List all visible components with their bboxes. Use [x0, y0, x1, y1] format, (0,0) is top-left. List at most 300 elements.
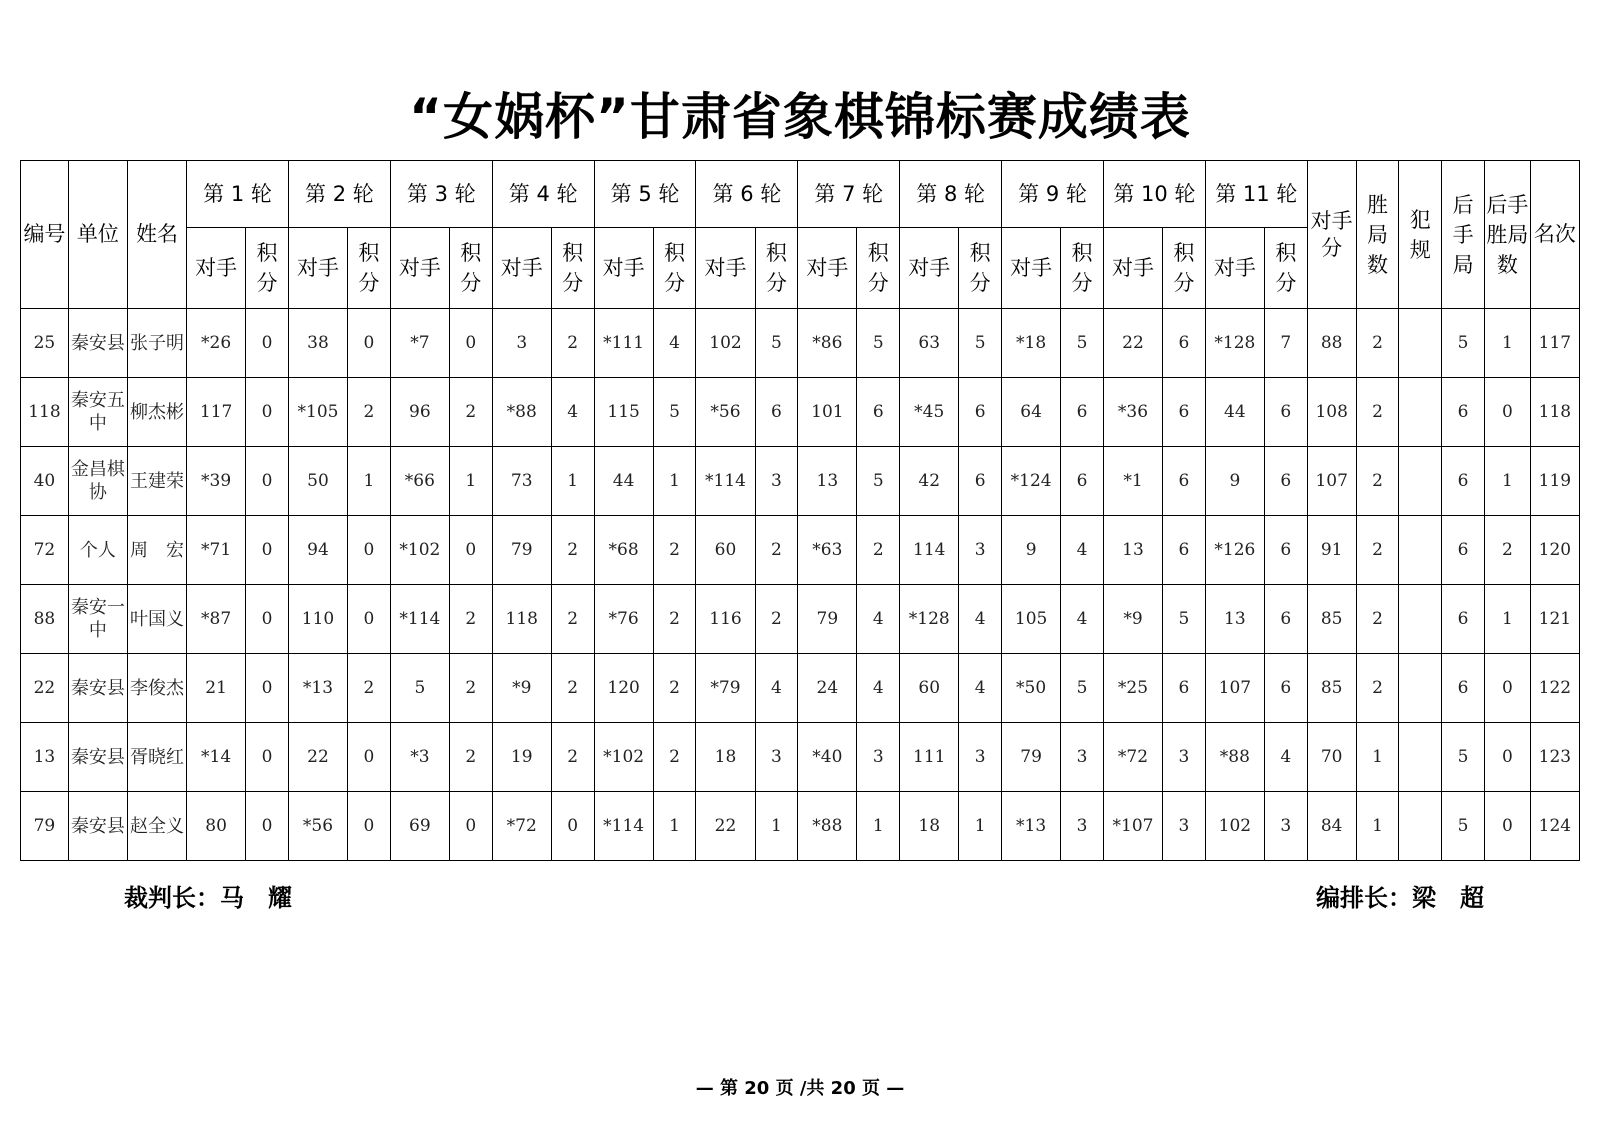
cell-opponent: 96: [390, 378, 449, 447]
cell-opponent: *88: [492, 378, 551, 447]
header-opponent: 对手: [1002, 228, 1061, 309]
header-opponent: 对手: [1103, 228, 1162, 309]
cell-opponent: *76: [594, 585, 653, 654]
cell-opponent: 19: [492, 723, 551, 792]
cell-second-wins: 2: [1484, 516, 1530, 585]
cell-score: 0: [348, 585, 391, 654]
cell-opp-score: 91: [1307, 516, 1356, 585]
cell-opponent: 64: [1002, 378, 1061, 447]
cell-opponent: 42: [900, 447, 959, 516]
cell-opponent: 9: [1205, 447, 1264, 516]
cell-fouls: [1399, 309, 1442, 378]
cell-second-moves: 5: [1442, 723, 1485, 792]
header-second-wins: 后手胜局数: [1484, 161, 1530, 309]
cell-score: 6: [959, 378, 1002, 447]
header-score: 积分: [1264, 228, 1307, 309]
cell-opponent: *114: [594, 792, 653, 861]
cell-opponent: 105: [1002, 585, 1061, 654]
header-round-3: 第 3 轮: [390, 161, 492, 228]
cell-score: 4: [1061, 516, 1104, 585]
header-score: 积分: [1061, 228, 1104, 309]
cell-opponent: 120: [594, 654, 653, 723]
cell-rank: 121: [1530, 585, 1579, 654]
chief-arbiter: 编排长：梁 超: [1316, 884, 1484, 912]
cell-rank: 117: [1530, 309, 1579, 378]
table-row: [21, 792, 1580, 861]
header-second-moves: 后手局: [1442, 161, 1485, 309]
cell-score: 2: [348, 654, 391, 723]
header-opponent: 对手: [594, 228, 653, 309]
header-round-6: 第 6 轮: [696, 161, 798, 228]
cell-opponent: *79: [696, 654, 755, 723]
cell-unit: 秦安县: [68, 792, 127, 861]
cell-score: 5: [755, 309, 798, 378]
cell-opponent: *9: [1103, 585, 1162, 654]
cell-opponent: 44: [594, 447, 653, 516]
cell-name: 柳杰彬: [127, 378, 186, 447]
cell-opponent: *9: [492, 654, 551, 723]
cell-fouls: [1399, 378, 1442, 447]
cell-unit: 个人: [68, 516, 127, 585]
cell-opponent: *14: [187, 723, 246, 792]
header-opponent: 对手: [696, 228, 755, 309]
header-round-8: 第 8 轮: [900, 161, 1002, 228]
cell-opponent: 110: [288, 585, 347, 654]
cell-opponent: 5: [390, 654, 449, 723]
cell-second-wins: 1: [1484, 585, 1530, 654]
cell-unit: 秦安县: [68, 309, 127, 378]
cell-opponent: 44: [1205, 378, 1264, 447]
cell-score: 6: [959, 447, 1002, 516]
cell-fouls: [1399, 792, 1442, 861]
header-round-4: 第 4 轮: [492, 161, 594, 228]
cell-score: 2: [449, 378, 492, 447]
cell-second-moves: 6: [1442, 654, 1485, 723]
cell-opponent: 116: [696, 585, 755, 654]
cell-opp-score: 88: [1307, 309, 1356, 378]
cell-number: 40: [21, 447, 69, 516]
cell-score: 4: [857, 654, 900, 723]
cell-rank: 124: [1530, 792, 1579, 861]
cell-score: 6: [1264, 516, 1307, 585]
cell-name: 赵全义: [127, 792, 186, 861]
header-wins: 胜局数: [1356, 161, 1399, 309]
header-opponent: 对手: [187, 228, 246, 309]
cell-score: 0: [348, 516, 391, 585]
cell-score: 4: [857, 585, 900, 654]
cell-score: 0: [246, 378, 289, 447]
cell-opponent: *114: [696, 447, 755, 516]
cell-second-moves: 6: [1442, 585, 1485, 654]
cell-wins: 2: [1356, 516, 1399, 585]
header-round-10: 第 10 轮: [1103, 161, 1205, 228]
cell-number: 13: [21, 723, 69, 792]
cell-score: 3: [1163, 723, 1206, 792]
cell-number: 118: [21, 378, 69, 447]
cell-opponent: 13: [1103, 516, 1162, 585]
cell-rank: 120: [1530, 516, 1579, 585]
cell-score: 6: [1264, 447, 1307, 516]
cell-second-wins: 1: [1484, 309, 1530, 378]
cell-opponent: 102: [696, 309, 755, 378]
cell-second-wins: 0: [1484, 378, 1530, 447]
cell-opponent: *40: [798, 723, 857, 792]
cell-score: 2: [449, 585, 492, 654]
header-name: 姓名: [127, 161, 186, 309]
cell-unit: 金昌棋协: [68, 447, 127, 516]
cell-score: 2: [551, 654, 594, 723]
cell-score: 5: [1061, 309, 1104, 378]
cell-opponent: *124: [1002, 447, 1061, 516]
cell-score: 2: [449, 654, 492, 723]
cell-rank: 123: [1530, 723, 1579, 792]
cell-number: 79: [21, 792, 69, 861]
cell-score: 4: [653, 309, 696, 378]
cell-score: 0: [246, 654, 289, 723]
cell-opponent: *63: [798, 516, 857, 585]
cell-opponent: 94: [288, 516, 347, 585]
cell-opponent: *45: [900, 378, 959, 447]
table-row: [21, 447, 1580, 516]
cell-opponent: *50: [1002, 654, 1061, 723]
cell-opponent: 79: [492, 516, 551, 585]
table-row: [21, 723, 1580, 792]
cell-rank: 122: [1530, 654, 1579, 723]
cell-score: 3: [755, 447, 798, 516]
cell-score: 7: [1264, 309, 1307, 378]
cell-opp-score: 108: [1307, 378, 1356, 447]
cell-second-wins: 0: [1484, 792, 1530, 861]
cell-score: 2: [551, 723, 594, 792]
cell-opponent: 22: [288, 723, 347, 792]
cell-score: 5: [857, 309, 900, 378]
cell-opponent: *18: [1002, 309, 1061, 378]
header-score: 积分: [755, 228, 798, 309]
header-score: 积分: [653, 228, 696, 309]
cell-score: 0: [449, 516, 492, 585]
header-round-9: 第 9 轮: [1002, 161, 1104, 228]
cell-unit: 秦安县: [68, 723, 127, 792]
cell-score: 6: [1163, 447, 1206, 516]
cell-opponent: *72: [492, 792, 551, 861]
cell-second-wins: 0: [1484, 723, 1530, 792]
cell-name: 叶国义: [127, 585, 186, 654]
cell-fouls: [1399, 447, 1442, 516]
cell-opponent: *86: [798, 309, 857, 378]
cell-opponent: 115: [594, 378, 653, 447]
cell-wins: 2: [1356, 654, 1399, 723]
page-title: “女娲杯”甘肃省象棋锦标赛成绩表: [409, 88, 1191, 146]
cell-score: 5: [1163, 585, 1206, 654]
cell-score: 2: [348, 378, 391, 447]
cell-opponent: 63: [900, 309, 959, 378]
cell-score: 0: [348, 723, 391, 792]
cell-second-moves: 6: [1442, 378, 1485, 447]
cell-rank: 118: [1530, 378, 1579, 447]
cell-opponent: *128: [1205, 309, 1264, 378]
cell-opponent: *114: [390, 585, 449, 654]
cell-fouls: [1399, 585, 1442, 654]
cell-score: 0: [449, 309, 492, 378]
header-score: 积分: [348, 228, 391, 309]
cell-opponent: *25: [1103, 654, 1162, 723]
cell-score: 2: [551, 585, 594, 654]
header-opponent: 对手: [288, 228, 347, 309]
cell-second-moves: 5: [1442, 792, 1485, 861]
header-rank: 名次: [1530, 161, 1579, 309]
cell-opponent: 107: [1205, 654, 1264, 723]
header-opp-score: 对手分: [1307, 161, 1356, 309]
cell-opponent: *72: [1103, 723, 1162, 792]
header-score: 积分: [1163, 228, 1206, 309]
cell-score: 6: [857, 378, 900, 447]
cell-score: 4: [551, 378, 594, 447]
cell-score: 2: [653, 585, 696, 654]
cell-score: 6: [1061, 447, 1104, 516]
cell-second-wins: 1: [1484, 447, 1530, 516]
cell-opponent: 79: [1002, 723, 1061, 792]
header-score: 积分: [246, 228, 289, 309]
header-score: 积分: [959, 228, 1002, 309]
cell-opponent: *26: [187, 309, 246, 378]
cell-wins: 1: [1356, 723, 1399, 792]
cell-second-moves: 5: [1442, 309, 1485, 378]
cell-score: 5: [857, 447, 900, 516]
header-score: 积分: [449, 228, 492, 309]
cell-opponent: 21: [187, 654, 246, 723]
cell-opponent: *102: [594, 723, 653, 792]
header-round-1: 第 1 轮: [187, 161, 289, 228]
cell-score: 1: [348, 447, 391, 516]
cell-number: 22: [21, 654, 69, 723]
cell-score: 3: [1163, 792, 1206, 861]
table-row: [21, 309, 1580, 378]
cell-opp-score: 84: [1307, 792, 1356, 861]
cell-opponent: *13: [1002, 792, 1061, 861]
cell-opp-score: 107: [1307, 447, 1356, 516]
cell-opponent: 50: [288, 447, 347, 516]
cell-opponent: 24: [798, 654, 857, 723]
cell-opponent: 60: [696, 516, 755, 585]
cell-opponent: 73: [492, 447, 551, 516]
cell-fouls: [1399, 723, 1442, 792]
cell-score: 4: [755, 654, 798, 723]
cell-number: 88: [21, 585, 69, 654]
cell-opponent: *56: [288, 792, 347, 861]
cell-opp-score: 85: [1307, 654, 1356, 723]
cell-opponent: 3: [492, 309, 551, 378]
cell-number: 72: [21, 516, 69, 585]
cell-score: 4: [1264, 723, 1307, 792]
cell-opponent: 69: [390, 792, 449, 861]
cell-opponent: *87: [187, 585, 246, 654]
header-round-2: 第 2 轮: [288, 161, 390, 228]
cell-score: 2: [551, 309, 594, 378]
cell-score: 6: [1264, 585, 1307, 654]
header-opponent: 对手: [900, 228, 959, 309]
cell-score: 0: [348, 309, 391, 378]
cell-wins: 2: [1356, 309, 1399, 378]
cell-opponent: *7: [390, 309, 449, 378]
cell-score: 2: [755, 585, 798, 654]
cell-opponent: 101: [798, 378, 857, 447]
cell-opponent: 9: [1002, 516, 1061, 585]
cell-fouls: [1399, 516, 1442, 585]
cell-opp-score: 85: [1307, 585, 1356, 654]
cell-opponent: 18: [696, 723, 755, 792]
cell-opp-score: 70: [1307, 723, 1356, 792]
cell-score: 2: [653, 654, 696, 723]
cell-score: 1: [755, 792, 798, 861]
cell-score: 3: [959, 723, 1002, 792]
header-round-7: 第 7 轮: [798, 161, 900, 228]
cell-opponent: *88: [1205, 723, 1264, 792]
cell-score: 1: [653, 447, 696, 516]
cell-opponent: *56: [696, 378, 755, 447]
cell-opponent: 102: [1205, 792, 1264, 861]
table-row: [21, 654, 1580, 723]
cell-opponent: *71: [187, 516, 246, 585]
cell-number: 25: [21, 309, 69, 378]
cell-opponent: *1: [1103, 447, 1162, 516]
cell-opponent: *105: [288, 378, 347, 447]
cell-unit: 秦安县: [68, 654, 127, 723]
cell-score: 0: [246, 585, 289, 654]
cell-opponent: 13: [798, 447, 857, 516]
cell-opponent: *88: [798, 792, 857, 861]
header-round-11: 第 11 轮: [1205, 161, 1307, 228]
cell-score: 0: [246, 792, 289, 861]
cell-score: 3: [1264, 792, 1307, 861]
header-round-5: 第 5 轮: [594, 161, 696, 228]
cell-score: 0: [246, 723, 289, 792]
cell-unit: 秦安一中: [68, 585, 127, 654]
cell-score: 0: [449, 792, 492, 861]
cell-wins: 2: [1356, 585, 1399, 654]
cell-score: 0: [246, 309, 289, 378]
cell-second-moves: 6: [1442, 447, 1485, 516]
cell-wins: 1: [1356, 792, 1399, 861]
cell-opponent: *111: [594, 309, 653, 378]
cell-score: 5: [653, 378, 696, 447]
header-row-rounds: [21, 161, 1580, 228]
header-opponent: 对手: [390, 228, 449, 309]
cell-score: 6: [1163, 378, 1206, 447]
header-score: 积分: [857, 228, 900, 309]
cell-opponent: *126: [1205, 516, 1264, 585]
chief-referee: 裁判长：马 耀: [124, 884, 292, 912]
cell-opponent: *13: [288, 654, 347, 723]
cell-score: 6: [1061, 378, 1104, 447]
cell-opponent: *107: [1103, 792, 1162, 861]
cell-second-wins: 0: [1484, 654, 1530, 723]
results-table: [20, 160, 1580, 861]
cell-opponent: *39: [187, 447, 246, 516]
cell-name: 胥晓红: [127, 723, 186, 792]
cell-score: 6: [1163, 516, 1206, 585]
cell-rank: 119: [1530, 447, 1579, 516]
cell-score: 6: [1264, 654, 1307, 723]
cell-score: 3: [755, 723, 798, 792]
cell-opponent: 114: [900, 516, 959, 585]
cell-score: 2: [653, 516, 696, 585]
cell-score: 5: [1061, 654, 1104, 723]
cell-name: 王建荣: [127, 447, 186, 516]
cell-score: 1: [653, 792, 696, 861]
table-row: [21, 516, 1580, 585]
cell-score: 4: [1061, 585, 1104, 654]
cell-score: 1: [551, 447, 594, 516]
cell-opponent: 118: [492, 585, 551, 654]
cell-wins: 2: [1356, 378, 1399, 447]
cell-opponent: *68: [594, 516, 653, 585]
page-footer: — 第 20 页 /共 20 页 —: [695, 1078, 905, 1099]
cell-score: 4: [959, 654, 1002, 723]
cell-opponent: 38: [288, 309, 347, 378]
cell-opponent: 80: [187, 792, 246, 861]
cell-score: 6: [1264, 378, 1307, 447]
cell-score: 0: [246, 516, 289, 585]
cell-score: 6: [1163, 654, 1206, 723]
cell-score: 1: [959, 792, 1002, 861]
table-body: [21, 309, 1580, 861]
cell-score: 4: [959, 585, 1002, 654]
cell-score: 0: [246, 447, 289, 516]
cell-score: 6: [755, 378, 798, 447]
cell-score: 2: [857, 516, 900, 585]
cell-score: 2: [755, 516, 798, 585]
table-row: [21, 378, 1580, 447]
cell-wins: 2: [1356, 447, 1399, 516]
cell-score: 1: [857, 792, 900, 861]
cell-opponent: *36: [1103, 378, 1162, 447]
cell-second-moves: 6: [1442, 516, 1485, 585]
cell-opponent: 111: [900, 723, 959, 792]
header-opponent: 对手: [492, 228, 551, 309]
cell-name: 李俊杰: [127, 654, 186, 723]
table-row: [21, 585, 1580, 654]
cell-unit: 秦安五中: [68, 378, 127, 447]
cell-opponent: 79: [798, 585, 857, 654]
cell-score: 5: [959, 309, 1002, 378]
cell-fouls: [1399, 654, 1442, 723]
header-number: 编号: [21, 161, 69, 309]
header-opponent: 对手: [798, 228, 857, 309]
cell-score: 2: [551, 516, 594, 585]
header-fouls: 犯规: [1399, 161, 1442, 309]
cell-score: 2: [449, 723, 492, 792]
cell-name: 张子明: [127, 309, 186, 378]
cell-opponent: 22: [1103, 309, 1162, 378]
cell-opponent: 117: [187, 378, 246, 447]
cell-score: 3: [1061, 792, 1104, 861]
cell-score: 3: [1061, 723, 1104, 792]
cell-opponent: 22: [696, 792, 755, 861]
cell-opponent: *102: [390, 516, 449, 585]
cell-opponent: *3: [390, 723, 449, 792]
cell-opponent: *66: [390, 447, 449, 516]
cell-score: 6: [1163, 309, 1206, 378]
cell-score: 2: [653, 723, 696, 792]
cell-score: 3: [959, 516, 1002, 585]
cell-opponent: *128: [900, 585, 959, 654]
cell-score: 0: [348, 792, 391, 861]
cell-score: 0: [551, 792, 594, 861]
cell-opponent: 18: [900, 792, 959, 861]
cell-score: 1: [449, 447, 492, 516]
cell-opponent: 60: [900, 654, 959, 723]
header-score: 积分: [551, 228, 594, 309]
